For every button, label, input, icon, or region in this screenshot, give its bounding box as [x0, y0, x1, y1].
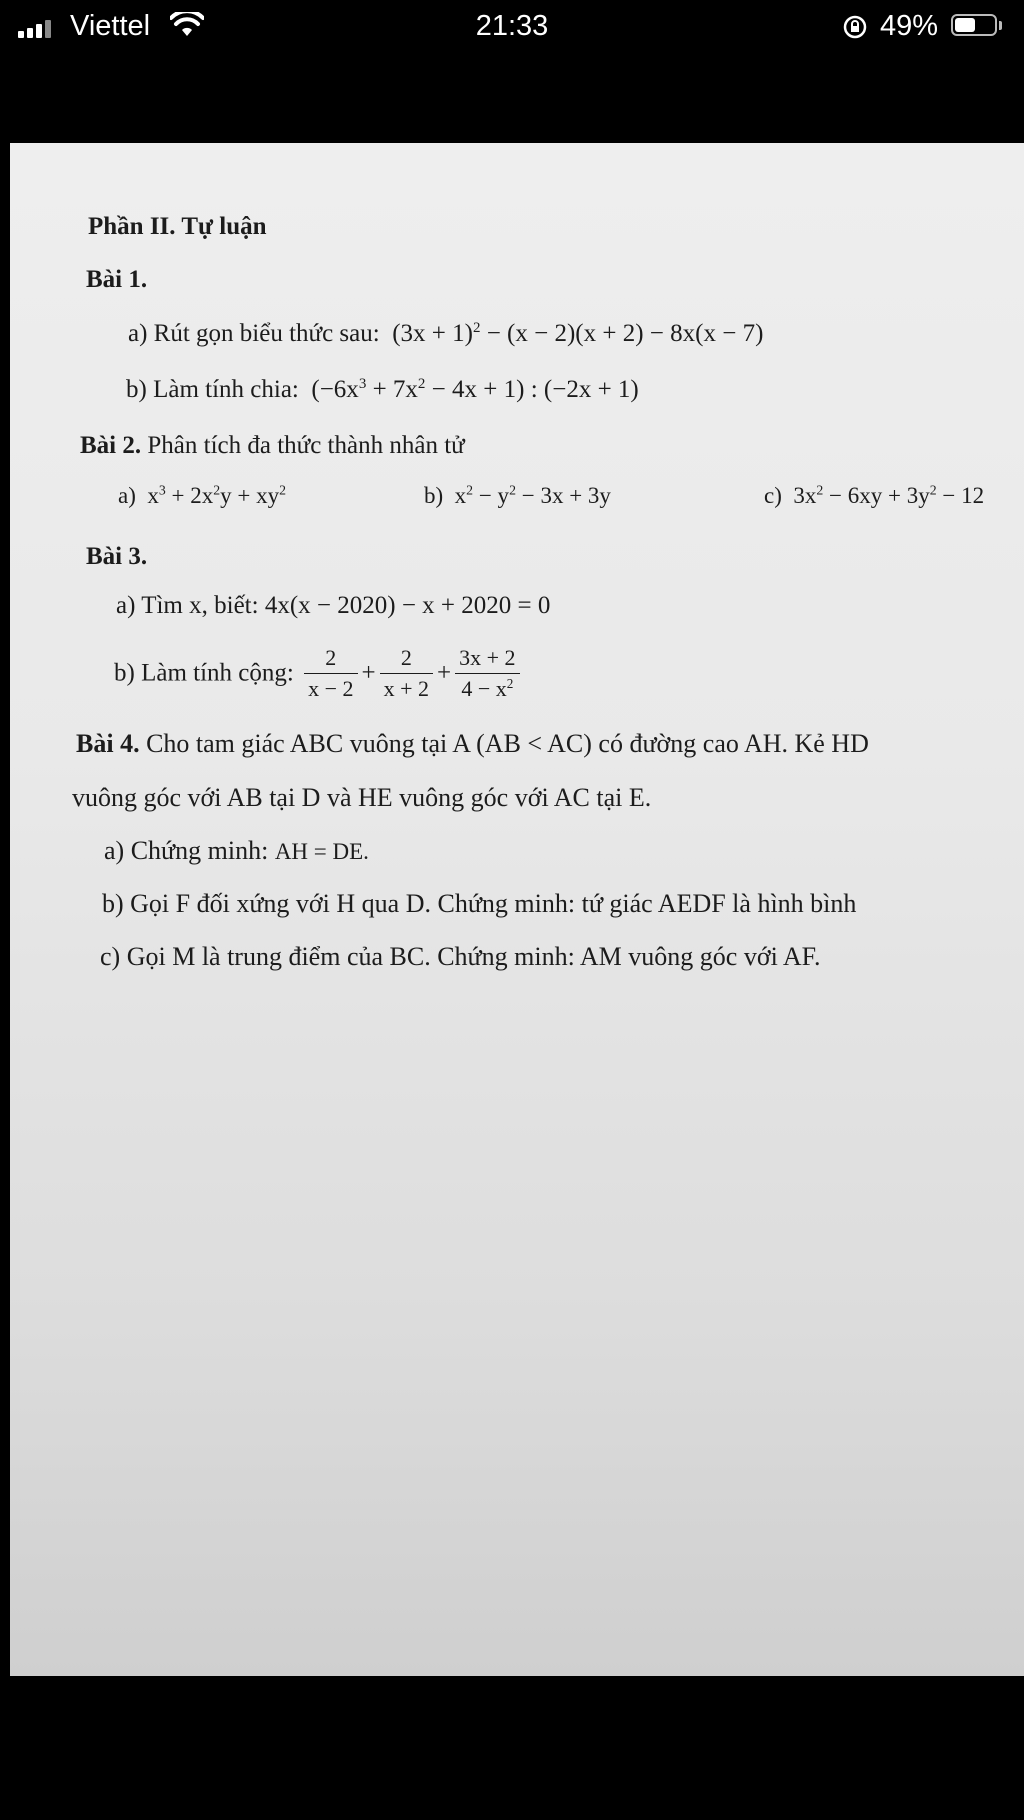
bai1-b-expr: $(-6x^3 + 7x^2 - 4x + 1)$ : (−2x + 1) — [305, 376, 639, 403]
bai4-c: c) Gọi M là trung điểm của BC. Chứng minh: AM vuông góc với AF. — [100, 942, 821, 971]
bai4-b: b) Gọi F đối xứng với H qua D. Chứng minh: tứ giác AEDF là hình bình — [102, 889, 857, 918]
bai1-a — [128, 320, 763, 348]
bai1-title: Bài 1. — [86, 266, 148, 293]
bai2-a: a) $x^3 + 2x^2y + xy^2$ — [118, 482, 287, 508]
clock: 21:33 — [475, 10, 549, 42]
fraction-1: $\frac{2}{x - 2}$ — [304, 645, 357, 702]
bai3-b-label: b) Làm tính cộng: — [114, 659, 294, 687]
bai1-b — [126, 376, 639, 404]
bai1-b-label: b) Làm tính chia: — [126, 376, 299, 403]
bai3-b: b) Làm tính cộng: $\frac{2}{x - 2}$ + $\frac{2}{x + 2}$ + $\frac{3x + 2}{4 - x^2}$ — [114, 645, 524, 702]
battery-icon — [951, 14, 997, 36]
status-bar — [0, 0, 1024, 56]
bai2-heading — [80, 432, 465, 460]
bai4-a — [104, 836, 369, 866]
bai4-text1: Cho tam giác ABC vuông tại A (AB < AC) có đường cao AH. Kẻ HD — [146, 729, 869, 758]
bai4-a-label: a) Chứng minh: — [104, 836, 269, 865]
bai1-a-label: a) Rút gọn biểu thức sau: — [128, 320, 380, 347]
bai4-title: Bài 4. — [76, 729, 140, 758]
bai2-title: Bài 2. — [80, 432, 142, 459]
battery-tip — [999, 21, 1002, 30]
document-photo — [10, 143, 1024, 1676]
carrier-name: Viettel — [70, 10, 151, 42]
bai2-b: b) $x^2 - y^2 - 3x + 3y$ — [424, 482, 611, 508]
fraction-3: $\frac{3x + 2}{4 - x^2}$ — [455, 645, 519, 702]
bai4-line1 — [76, 729, 869, 759]
bai3-a-expr: 4x(x − 2020) − x + 2020 = 0 — [264, 592, 551, 619]
bai3-a — [116, 592, 550, 620]
bai3-a-label: a) Tìm x, biết: — [116, 592, 259, 619]
bai3-title: Bài 3. — [86, 543, 148, 570]
bai2-c: c) $3x^2 - 6xy + 3y^2 - 12$ — [764, 482, 985, 508]
fraction-2: $\frac{2}{x + 2}$ — [380, 645, 433, 702]
bai2-text: Phân tích đa thức thành nhân tử — [147, 432, 465, 459]
section-title: Phần II. Tự luận — [88, 213, 267, 240]
bai4-line2: vuông góc với AB tại D và HE vuông góc với AC tại E. — [72, 783, 652, 812]
bai1-a-expr: $(3x + 1)^2 - (x - 2)(x + 2) - 8x(x - 7)$ — [385, 320, 764, 347]
rotation-lock-icon — [842, 14, 868, 40]
battery-percent: 49% — [880, 10, 939, 42]
bai4-a-expr: AH = DE. — [274, 839, 369, 864]
